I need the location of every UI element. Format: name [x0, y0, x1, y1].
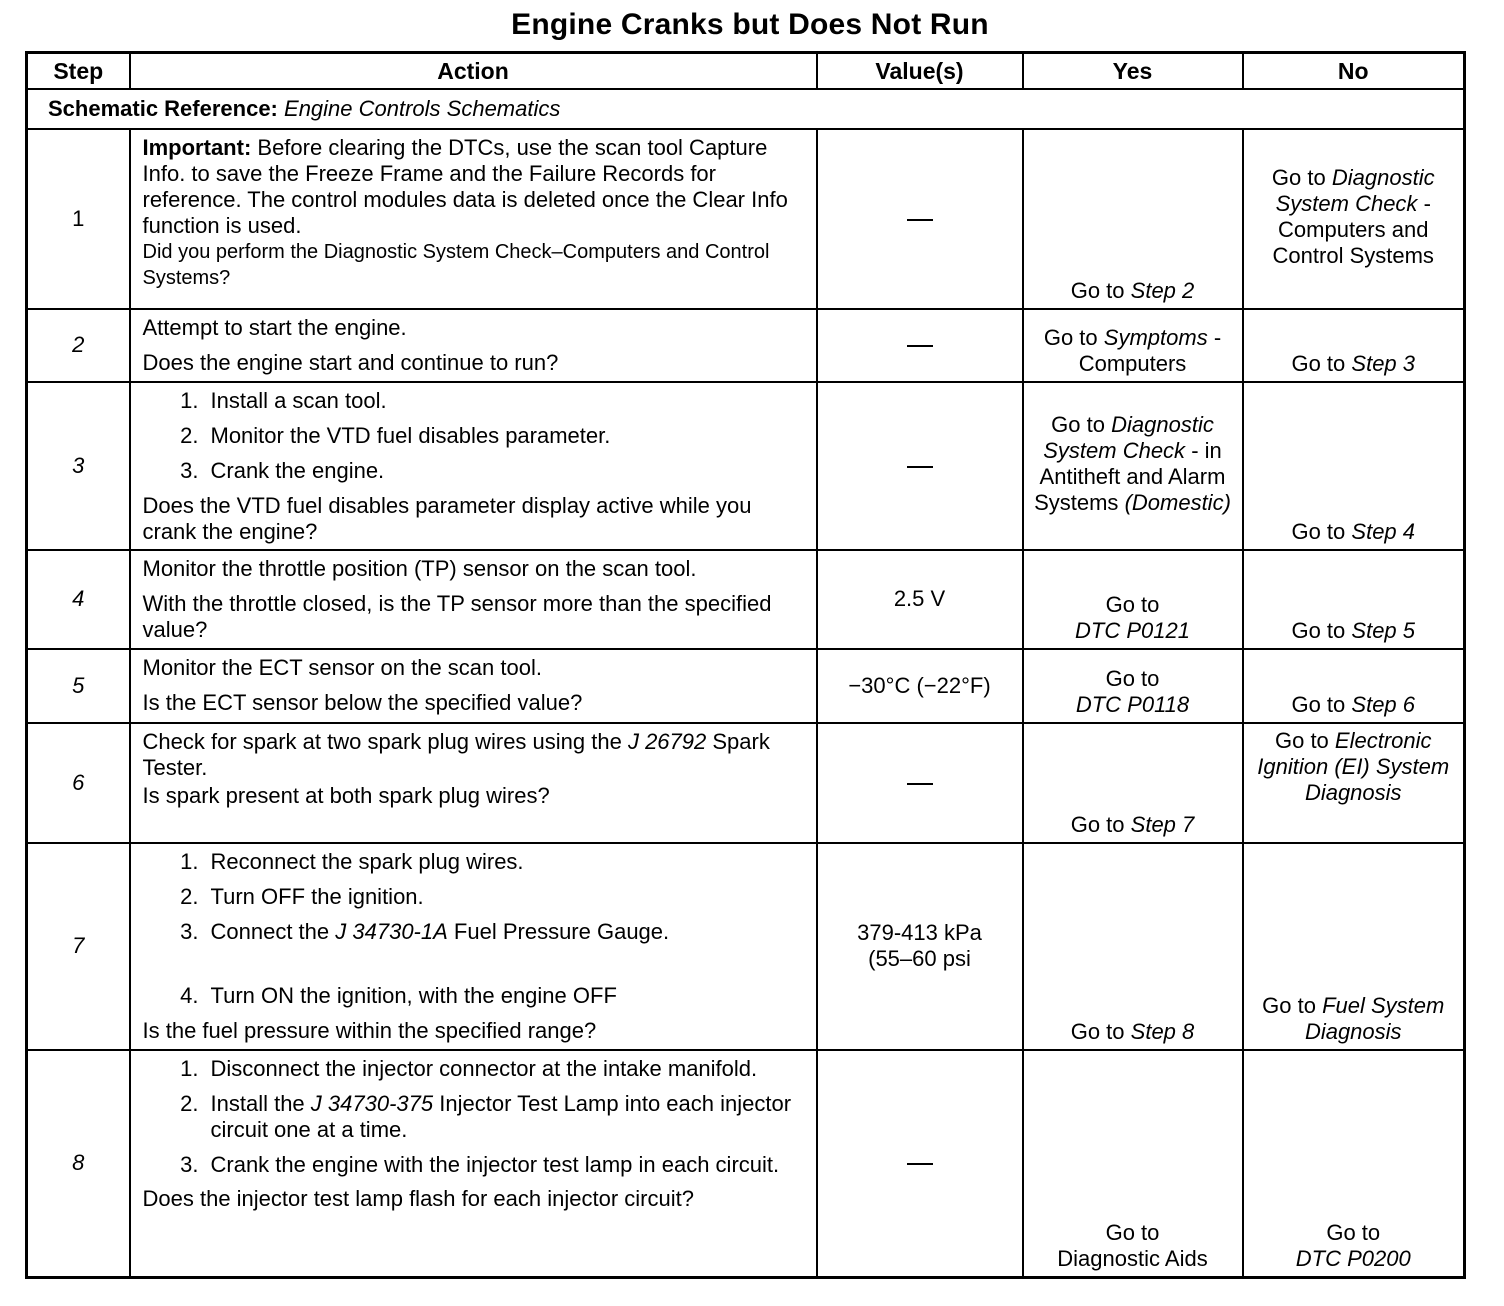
- header-action: Action: [130, 53, 817, 89]
- yes-link[interactable]: Diagnostic System Check: [1043, 411, 1214, 463]
- no-cell: [1243, 382, 1465, 550]
- schematic-reference-value: Engine Controls Schematics: [284, 95, 561, 121]
- question: With the throttle closed, is the TP sensor more than the specified value?: [142, 590, 772, 642]
- question: Is the fuel pressure within the specified range?: [142, 1017, 597, 1043]
- list-item: 3. Crank the engine.: [180, 457, 385, 483]
- goto-text: Go to: [1070, 277, 1125, 303]
- list-item: 2. Monitor the VTD fuel disables parameter.: [180, 422, 611, 448]
- no-cell: [1243, 129, 1465, 309]
- action-cell: [130, 1050, 817, 1278]
- value-cell: [817, 723, 1023, 843]
- value-cell: [817, 129, 1023, 309]
- header-row: [27, 53, 1465, 89]
- list-item: 1. Install a scan tool.: [180, 387, 387, 413]
- schematic-reference: [27, 89, 1465, 129]
- tool-name: J 26792: [627, 728, 707, 754]
- no-link[interactable]: Diagnostic System Check: [1275, 164, 1435, 216]
- goto-text: Go to: [1070, 1018, 1125, 1044]
- action-cell: [130, 550, 817, 649]
- important-label: Important:: [142, 134, 252, 160]
- no-cell: [1243, 843, 1465, 1050]
- list-item: 3. Crank the engine with the injector test lamp in each circuit.: [180, 1151, 780, 1177]
- table-row-step-5: [27, 649, 1465, 723]
- no-cell: [1243, 309, 1465, 382]
- yes-cell: [1023, 129, 1243, 309]
- question: Did you perform the Diagnostic System Check–Computers and Control Systems?: [142, 240, 770, 289]
- diagnostic-table: [25, 51, 1466, 1279]
- goto-text: Go to: [1326, 1220, 1381, 1245]
- step-number: 3: [27, 382, 130, 550]
- goto-text: Go to: [1262, 992, 1316, 1018]
- no-link[interactable]: Step 3: [1351, 350, 1416, 376]
- tool-name: J 34730-375: [310, 1090, 434, 1116]
- yes-link[interactable]: DTC P0118: [1075, 691, 1190, 717]
- question: Does the injector test lamp flash for each injector circuit?: [142, 1185, 694, 1211]
- dash-mark: [907, 219, 933, 221]
- yes-link[interactable]: Symptoms: [1103, 324, 1208, 350]
- yes-cell: [1023, 843, 1243, 1050]
- step-number: 5: [27, 649, 130, 723]
- no-link[interactable]: DTC P0200: [1295, 1246, 1411, 1271]
- instruction: Attempt to start the engine.: [142, 314, 407, 340]
- header-no: No: [1243, 53, 1465, 89]
- goto-text: Go to: [1105, 665, 1160, 691]
- dash-mark: [907, 783, 933, 785]
- question: Does the VTD fuel disables parameter display active while you crank the engine?: [142, 492, 752, 544]
- value-cell: [817, 382, 1023, 550]
- list-item: 2. Turn OFF the ignition.: [180, 883, 424, 909]
- list-item: 1. Reconnect the spark plug wires.: [180, 848, 524, 874]
- yes-link[interactable]: Diagnostic Aids: [1057, 1246, 1208, 1271]
- action-cell: [130, 309, 817, 382]
- yes-cell: [1023, 649, 1243, 723]
- no-cell: [1243, 723, 1465, 843]
- value-cell: −30°C (−22°F): [817, 649, 1023, 723]
- table-row-step-4: [27, 550, 1465, 649]
- goto-text: Go to: [1105, 591, 1160, 617]
- no-link[interactable]: Electronic Ignition (EI) System Diagnosis: [1257, 727, 1450, 805]
- value-cell: [817, 309, 1023, 382]
- action-cell: [130, 843, 817, 1050]
- goto-text: Go to: [1291, 518, 1346, 544]
- no-link[interactable]: Step 5: [1351, 617, 1416, 643]
- goto-text: Go to: [1274, 727, 1329, 753]
- no-cell: [1243, 649, 1465, 723]
- question: Is spark present at both spark plug wires?: [142, 782, 550, 808]
- action-cell: [130, 723, 817, 843]
- yes-cell: [1023, 309, 1243, 382]
- question: Does the engine start and continue to run?: [142, 349, 559, 375]
- yes-link[interactable]: Step 2: [1130, 277, 1195, 303]
- instruction: Monitor the ECT sensor on the scan tool.: [142, 654, 542, 680]
- page-title: Engine Cranks but Does Not Run: [511, 8, 989, 41]
- action-cell: [130, 649, 817, 723]
- yes-link[interactable]: Step 8: [1130, 1018, 1195, 1044]
- goto-text: Go to: [1070, 811, 1125, 837]
- goto-text: Go to: [1043, 324, 1098, 350]
- dash-mark: [907, 345, 933, 347]
- list-item: 3. Connect the J 34730-1A Fuel Pressure Gauge.: [180, 918, 670, 944]
- table-row-step-8: [27, 1050, 1465, 1278]
- tool-name: J 34730-1A: [335, 918, 448, 944]
- value-cell: 2.5 V: [817, 550, 1023, 649]
- goto-text: Go to: [1105, 1220, 1160, 1245]
- yes-link[interactable]: DTC P0121: [1075, 617, 1190, 643]
- value-line: (55–60 psi: [868, 946, 971, 971]
- table-row-step-1: [27, 129, 1465, 309]
- step-number: 4: [27, 550, 130, 649]
- important-text: Before clearing the DTCs, use the scan tool Capture Info. to save the Freeze Frame and the Failure Records for reference. The control modules data is deleted once the Clear Info function is used.: [142, 134, 788, 238]
- no-link[interactable]: Fuel System Diagnosis: [1304, 992, 1445, 1044]
- yes-cell: [1023, 550, 1243, 649]
- no-link[interactable]: Step 6: [1351, 691, 1416, 717]
- action-cell: [130, 129, 817, 309]
- instruction: Monitor the throttle position (TP) sensor on the scan tool.: [142, 555, 697, 581]
- table-row-step-7: [27, 843, 1465, 1050]
- value-line: 379-413 kPa: [857, 920, 982, 945]
- list-item: 1. Disconnect the injector connector at the intake manifold.: [180, 1055, 758, 1081]
- yes-text: - Computers: [1078, 324, 1222, 376]
- no-text: - Computers and Control Systems: [1272, 190, 1434, 268]
- list-item: 4. Turn ON the ignition, with the engine OFF: [180, 982, 617, 1008]
- header-yes: Yes: [1023, 53, 1243, 89]
- yes-link-suffix: (Domestic): [1124, 489, 1231, 515]
- yes-cell: [1023, 1050, 1243, 1278]
- no-cell: [1243, 1050, 1465, 1278]
- step-number: 8: [27, 1050, 130, 1278]
- goto-text: Go to: [1051, 411, 1105, 437]
- question: Is the ECT sensor below the specified value?: [142, 689, 583, 715]
- goto-text: Go to: [1291, 691, 1346, 717]
- table-row-step-6: [27, 723, 1465, 843]
- goto-text: Go to: [1271, 164, 1326, 190]
- instruction-text: Spark Tester.: [142, 728, 770, 780]
- no-link[interactable]: Step 4: [1351, 518, 1416, 544]
- step-number: 1: [27, 129, 130, 309]
- schematic-reference-label: Schematic Reference:: [48, 95, 278, 121]
- value-cell: [817, 1050, 1023, 1278]
- table-row-step-2: [27, 309, 1465, 382]
- yes-cell: [1023, 382, 1243, 550]
- schematic-reference-row: [27, 89, 1465, 129]
- no-cell: [1243, 550, 1465, 649]
- step-number: 2: [27, 309, 130, 382]
- goto-text: Go to: [1291, 617, 1346, 643]
- header-values: Value(s): [817, 53, 1023, 89]
- list-item: 2. Install the J 34730-375 Injector Test Lamp into each injector circuit one at a time.: [180, 1090, 792, 1142]
- value-cell: [817, 843, 1023, 1050]
- step-number: 7: [27, 843, 130, 1050]
- header-step: Step: [27, 53, 130, 89]
- dash-mark: [907, 1163, 933, 1165]
- yes-text: - in Antitheft and Alarm Systems: [1034, 437, 1226, 515]
- action-cell: [130, 382, 817, 550]
- step-number: 6: [27, 723, 130, 843]
- instruction-text: Check for spark at two spark plug wires using the: [142, 728, 622, 754]
- goto-text: Go to: [1291, 350, 1346, 376]
- yes-cell: [1023, 723, 1243, 843]
- yes-link[interactable]: Step 7: [1130, 811, 1195, 837]
- dash-mark: [907, 466, 933, 468]
- table-row-step-3: [27, 382, 1465, 550]
